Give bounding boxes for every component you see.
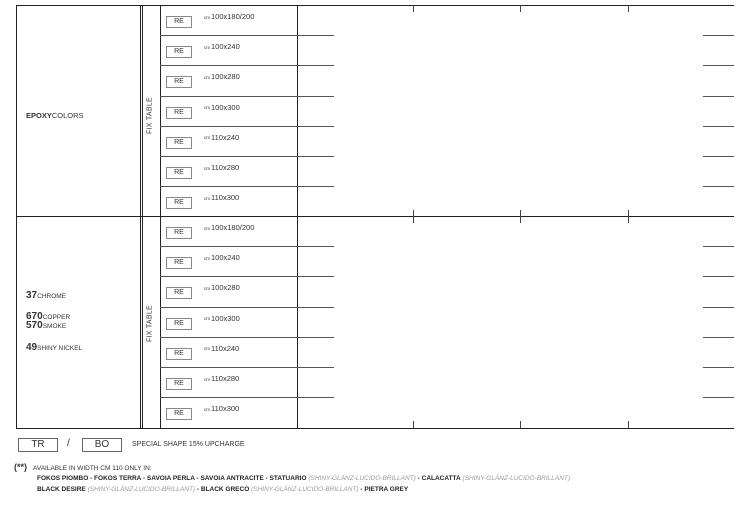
color-copper: 670COPPER: [26, 311, 71, 322]
re-code-box: RE: [166, 46, 192, 58]
size-label: [204, 314, 240, 323]
size-label: [204, 344, 239, 353]
column-tick: [520, 216, 521, 223]
row-divider: [160, 126, 334, 127]
re-code-box: RE: [166, 167, 192, 179]
row-divider: [160, 246, 334, 247]
size-value: 100x180/200: [211, 223, 255, 232]
re-code-box: RE: [166, 137, 192, 149]
row-divider-right: [703, 96, 734, 97]
size-label: [204, 42, 240, 51]
table-top-border: [16, 5, 734, 6]
size-label: [204, 133, 239, 142]
size-value: 100x280: [211, 72, 240, 82]
row-divider-right: [703, 156, 734, 157]
footnote-line3: BLACK DESIRE (SHINY-GLÄNZ-LUCIDO-BRILLANT) - BLACK GRECO (SHINY-GLÄNZ-LUCIDO-BRILLANT) - PIETRA GREY: [37, 486, 409, 493]
column-tick: [413, 216, 414, 223]
size-value: 110x300: [211, 193, 240, 203]
row-divider-right: [703, 397, 734, 398]
row-divider: [160, 276, 334, 277]
row-divider-right: [703, 246, 734, 247]
cm-unit: cm: [204, 376, 210, 382]
cm-unit: cm: [204, 135, 210, 141]
row-divider-right: [703, 367, 734, 368]
row-divider: [160, 156, 334, 157]
fix-table-label: FIX TABLE: [146, 304, 154, 343]
label-column-divider-double: [142, 5, 143, 429]
size-value: 110x240: [211, 132, 240, 142]
cm-unit: cm: [204, 225, 210, 231]
size-value: 110x300: [211, 404, 240, 414]
row-divider: [160, 96, 334, 97]
special-shape-note: SPECIAL SHAPE 15% UPCHARGE: [132, 441, 245, 448]
color-chrome: 37CHROME: [26, 290, 67, 301]
size-label: [204, 12, 254, 21]
row-divider-right: [703, 35, 734, 36]
color-shiny-nickel: 49SHINY NICKEL: [26, 342, 83, 353]
column-tick: [520, 210, 521, 217]
group-divider: [16, 216, 734, 217]
footnote-marker: (**): [14, 462, 27, 472]
size-label: [204, 223, 254, 232]
column-tick: [520, 421, 521, 428]
row-divider: [160, 397, 334, 398]
re-code-box: RE: [166, 348, 192, 360]
size-label: [204, 283, 240, 292]
table-left-border: [16, 5, 17, 429]
footnote-line2: FOKOS PIOMBO - FOKOS TERRA - SAVOIA PERLA - SAVOIA ANTRACITE - STATUARIO (SHINY-GLÄNZ-LUCIDO-BRILLANT) - CALACATTA (SHINY-GLÄNZ-LUCIDO-BRILLANT): [37, 475, 571, 482]
cm-unit: cm: [204, 165, 210, 171]
row-divider-right: [703, 65, 734, 66]
row-divider-right: [703, 276, 734, 277]
bo-code-box: BO: [82, 438, 122, 452]
table-bottom-border: [16, 428, 734, 429]
size-label: [204, 374, 239, 383]
row-divider-right: [703, 337, 734, 338]
size-value: 100x280: [211, 283, 240, 293]
re-code-box: RE: [166, 408, 192, 420]
size-label: [204, 103, 240, 112]
size-value: 100x300: [211, 313, 240, 323]
cm-unit: cm: [204, 255, 210, 261]
group-label-epoxy: EPOXYCOLORS: [26, 111, 84, 120]
row-divider: [160, 307, 334, 308]
size-value: 100x240: [211, 253, 240, 263]
row-divider: [160, 65, 334, 66]
column-tick: [413, 421, 414, 428]
size-value: 100x180/200: [211, 12, 255, 21]
row-divider: [160, 367, 334, 368]
re-code-box: RE: [166, 227, 192, 239]
column-tick: [413, 210, 414, 217]
size-label: [204, 404, 239, 413]
tr-code-box: TR: [18, 438, 58, 452]
cm-unit: cm: [204, 74, 210, 80]
size-label: [204, 193, 239, 202]
row-divider: [160, 186, 334, 187]
re-code-box: RE: [166, 76, 192, 88]
legend-slash: /: [67, 438, 70, 449]
re-code-box: RE: [166, 318, 192, 330]
row-divider-right: [703, 186, 734, 187]
label-column-divider: [140, 5, 141, 429]
cm-unit: cm: [204, 195, 210, 201]
row-divider: [160, 337, 334, 338]
size-label: [204, 72, 240, 81]
size-label: [204, 253, 240, 262]
column-tick: [628, 210, 629, 217]
row-divider-right: [703, 307, 734, 308]
cm-unit: cm: [204, 285, 210, 291]
column-tick: [628, 216, 629, 223]
size-value: 100x240: [211, 42, 240, 52]
column-tick: [520, 5, 521, 12]
fix-table-label: FIX TABLE: [146, 96, 154, 135]
size-value: 100x300: [211, 102, 240, 112]
cm-unit: cm: [204, 14, 210, 20]
size-value: 110x280: [211, 374, 240, 383]
cm-unit: cm: [204, 316, 210, 322]
re-code-box: RE: [166, 107, 192, 119]
size-column-divider: [297, 5, 298, 429]
column-tick: [413, 5, 414, 12]
re-code-box: RE: [166, 197, 192, 209]
cm-unit: cm: [204, 346, 210, 352]
cm-unit: cm: [204, 105, 210, 111]
size-label: [204, 163, 239, 172]
footnote-line1: AVAILABLE IN WIDTH CM 110 ONLY IN:: [33, 465, 152, 472]
re-code-box: RE: [166, 378, 192, 390]
color-smoke: 570SMOKE: [26, 320, 67, 331]
cm-unit: cm: [204, 44, 210, 50]
column-tick: [628, 421, 629, 428]
size-value: 110x280: [211, 163, 240, 172]
re-code-box: RE: [166, 257, 192, 269]
re-code-box: RE: [166, 16, 192, 28]
fix-column-divider: [160, 5, 161, 429]
cm-unit: cm: [204, 406, 210, 412]
row-divider: [160, 35, 334, 36]
column-tick: [628, 5, 629, 12]
re-code-box: RE: [166, 287, 192, 299]
size-value: 110x240: [211, 343, 240, 353]
row-divider-right: [703, 126, 734, 127]
